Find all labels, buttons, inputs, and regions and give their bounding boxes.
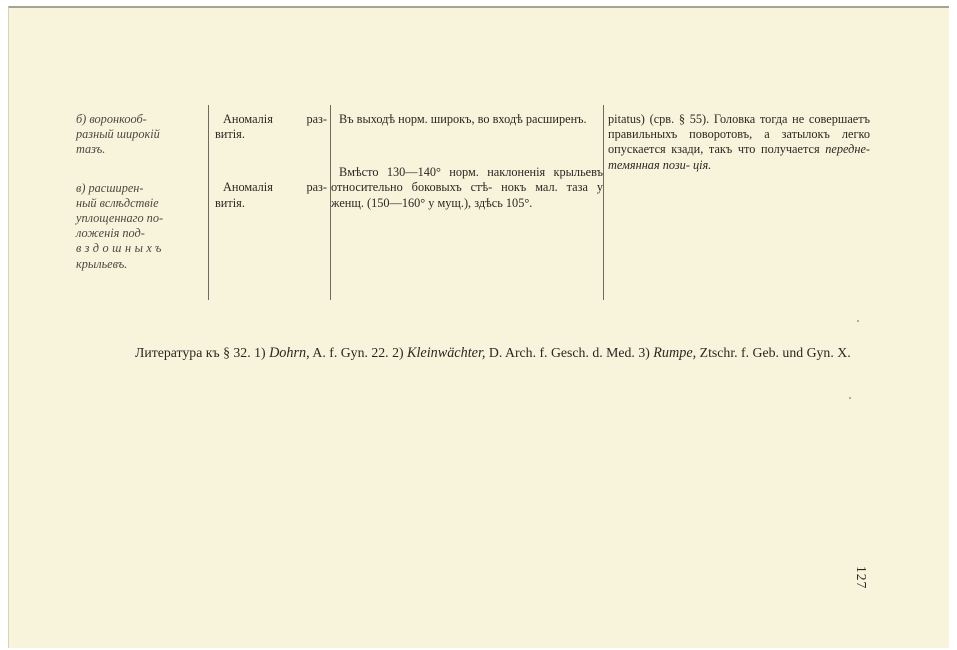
line: крыльевъ. <box>76 256 128 271</box>
line: ный вслѣдствіе <box>76 195 159 210</box>
labor-text-italic: передне-темянная пози- ція. <box>608 142 870 172</box>
line: тазъ. <box>76 142 106 157</box>
line: ложенія под- <box>76 226 145 241</box>
paper-speck <box>857 320 859 322</box>
column-rule-3 <box>603 105 604 300</box>
entry-b-label <box>76 112 206 158</box>
lit-author-2: Kleinwächter, <box>407 345 486 361</box>
lit-author-1: Dohrn, <box>269 345 310 361</box>
labor-text: pitatus) (срв. § 55). Головка тогда не совершаетъ правильныхъ поворотовъ, а затылокъ легко опускается кзади, такъ что получается <box>608 112 870 157</box>
entry-b-cause: Аномалія раз- витія. <box>215 112 327 142</box>
book-page <box>8 6 949 648</box>
entry-b-description: Въ выходѣ норм. широкъ, во входѣ расширенъ. <box>339 112 587 126</box>
entry-v-cause: Аномалія раз- витія. <box>215 180 327 210</box>
entry-v-label <box>76 181 206 272</box>
line: б) воронкооб- <box>76 112 147 126</box>
column-description <box>331 112 603 236</box>
line: в) расширен- <box>76 180 144 195</box>
column-cause <box>215 112 327 236</box>
column-pelvis-type <box>76 112 206 295</box>
line: вздошныхъ <box>76 241 165 256</box>
paper-speck <box>849 397 851 399</box>
column-labor <box>608 112 870 173</box>
line: уплощеннаго по- <box>76 211 164 226</box>
lit-ref-3: Ztschr. f. Geb. und Gyn. X. <box>696 345 851 360</box>
lit-ref-1: A. f. Gyn. 22. 2) <box>309 345 408 360</box>
lit-prefix: Литература къ § 32. 1) <box>135 345 266 360</box>
line: разный широкій <box>76 127 160 142</box>
column-rule-1 <box>208 105 209 300</box>
page-number: 127 <box>854 566 869 590</box>
entry-v-description: Вмѣсто 130—140° норм. наклоненія крыльевъ относительно боковыхъ стѣ- нокъ мал. таза у женщ. (150—160° у мущ.), здѣсь 105°. <box>331 165 603 210</box>
literature-references <box>75 344 870 362</box>
lit-author-3: Rumpe, <box>653 345 697 361</box>
lit-ref-2: D. Arch. f. Gesch. d. Med. 3) <box>485 345 654 360</box>
